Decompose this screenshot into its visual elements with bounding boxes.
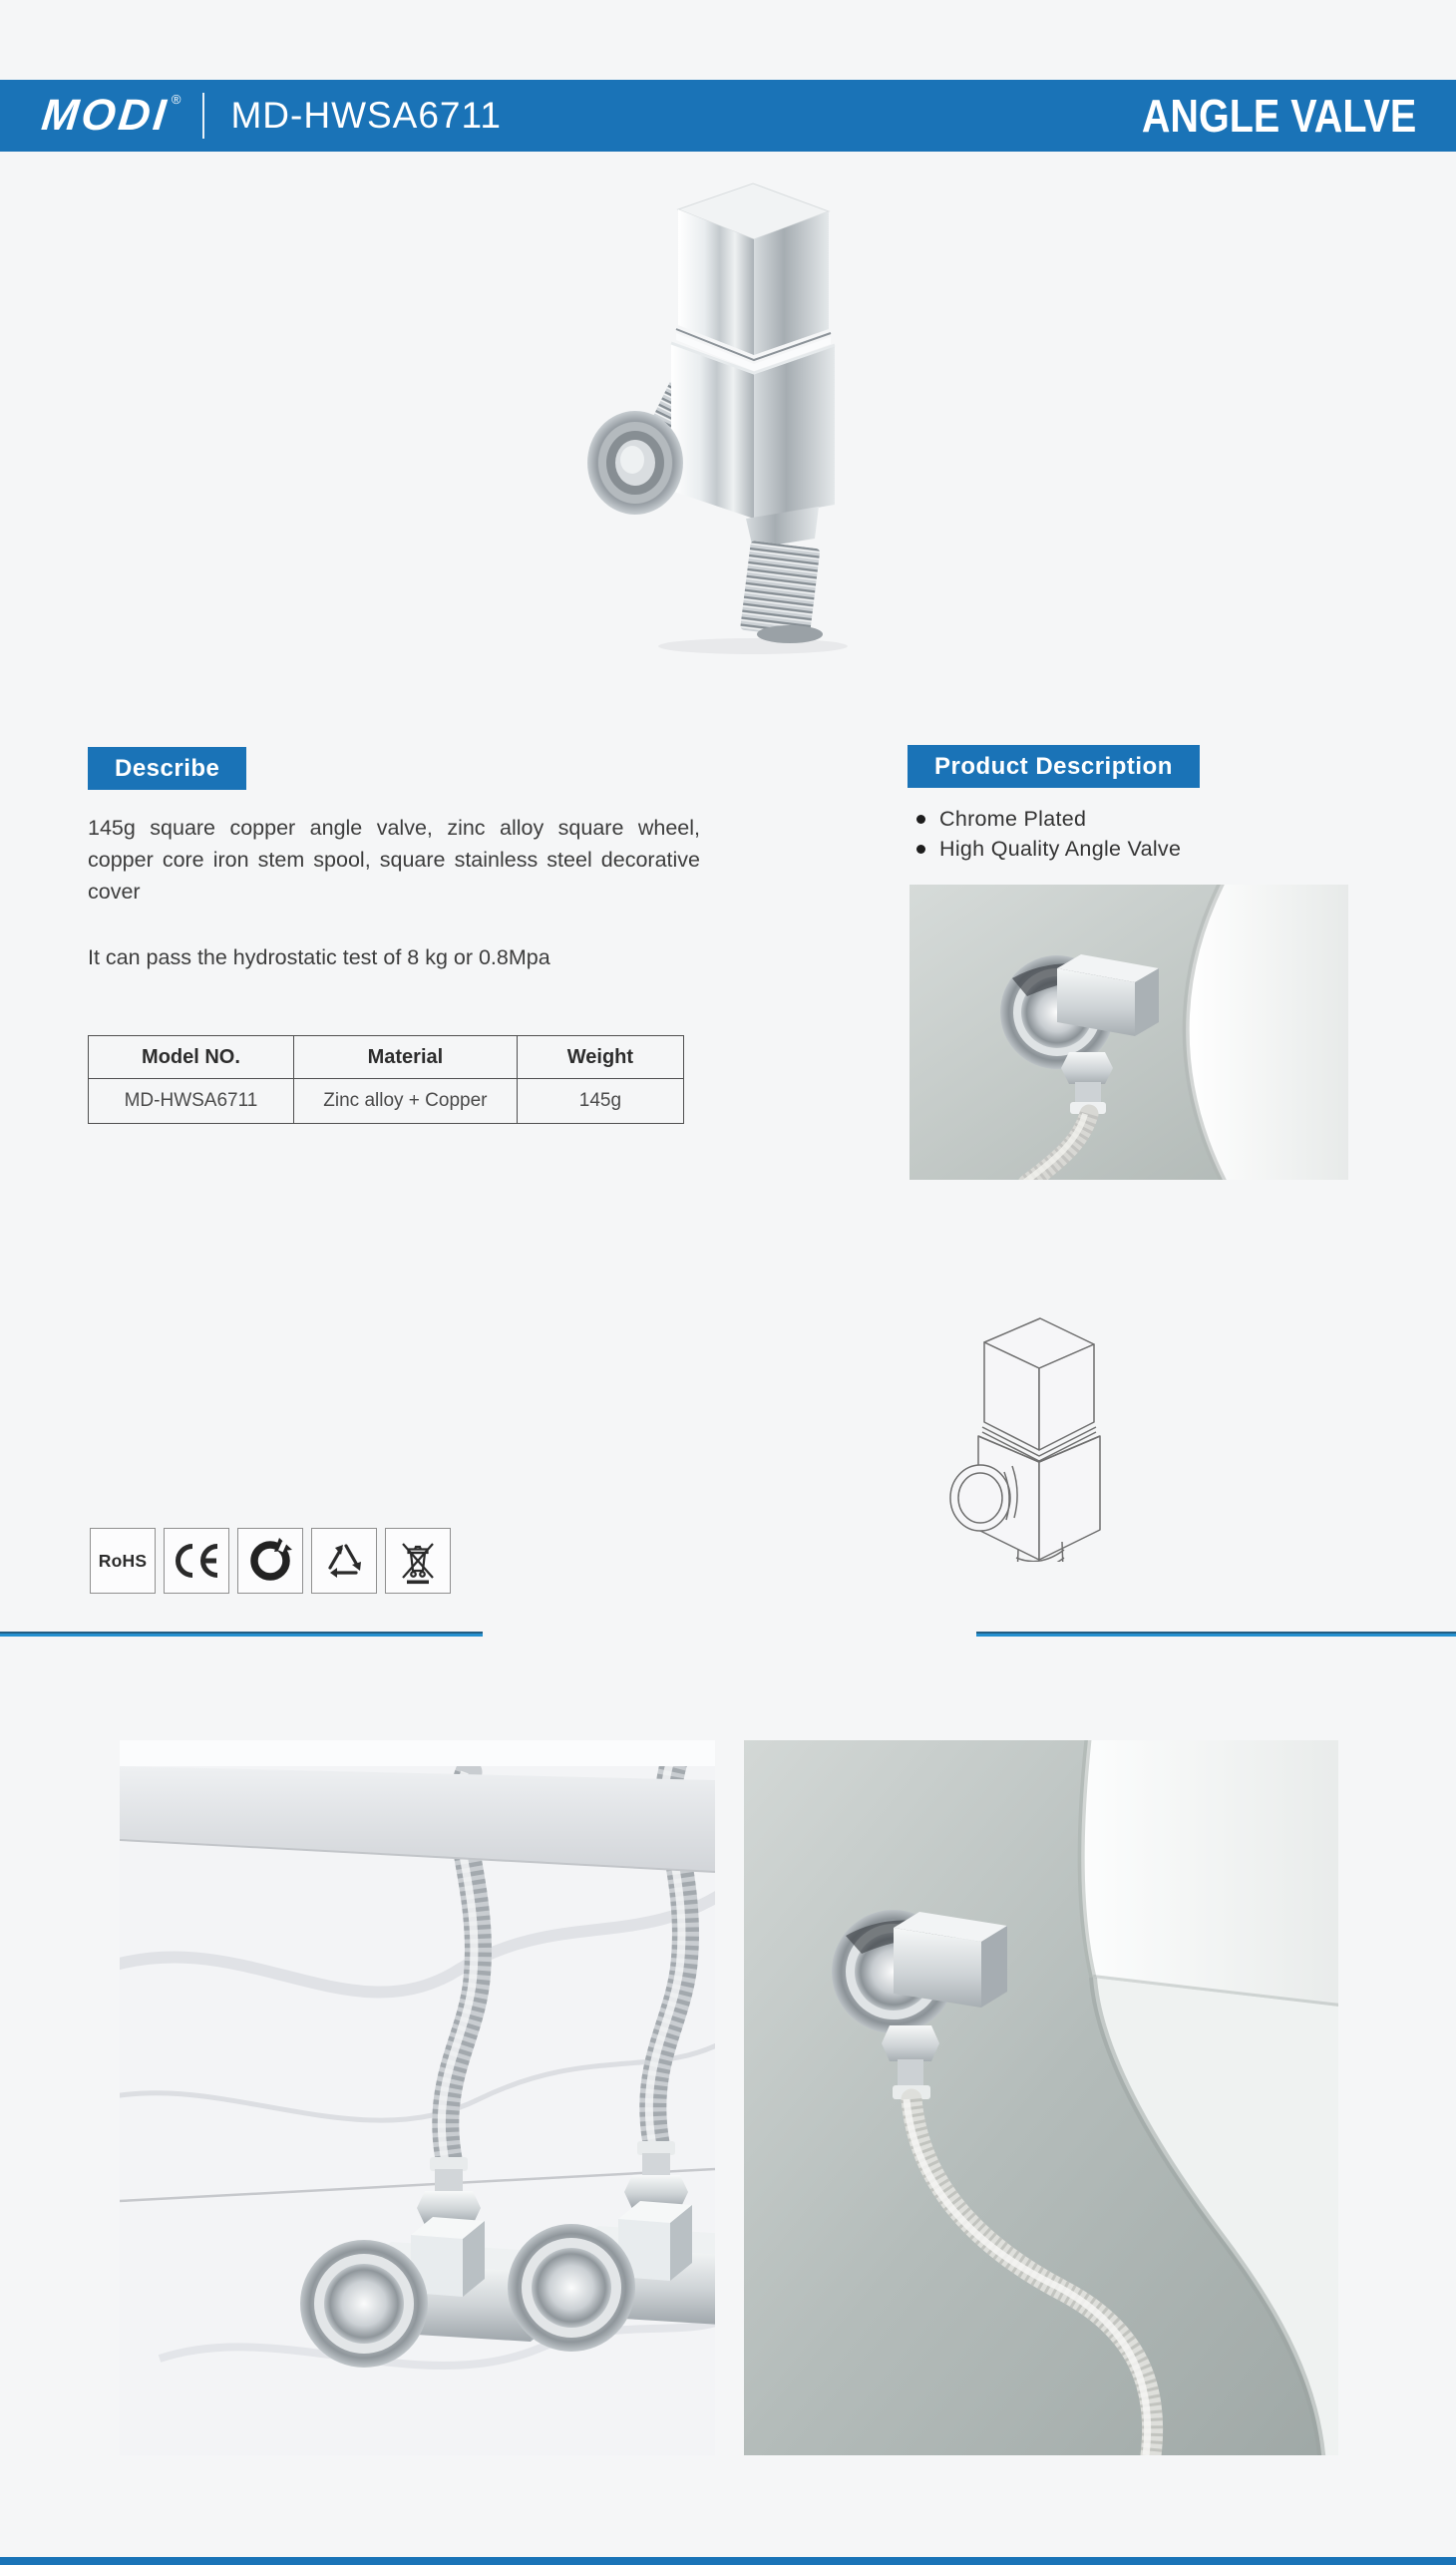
spec-table-header-row	[89, 1036, 684, 1079]
page-title: ANGLE VALVE	[1141, 90, 1416, 142]
green-dot-icon	[237, 1528, 303, 1594]
recycling-icon	[311, 1528, 377, 1594]
header-bar	[0, 80, 1456, 152]
rohs-badge	[90, 1528, 156, 1594]
header-divider	[202, 93, 204, 139]
product-photo-main	[583, 168, 903, 656]
divider-line-left	[0, 1632, 483, 1637]
spec-cell-model: MD-HWSA6711	[89, 1079, 294, 1124]
footer-bar	[0, 2557, 1456, 2565]
spec-cell-material: Zinc alloy + Copper	[293, 1079, 517, 1124]
registered-mark: ®	[171, 92, 182, 107]
spec-header-model: Model NO.	[89, 1036, 294, 1079]
brand-logo	[39, 91, 182, 140]
spec-table	[88, 1035, 684, 1124]
spec-header-weight: Weight	[517, 1036, 683, 1079]
model-number: MD-HWSA6711	[230, 95, 502, 136]
describe-text	[88, 812, 700, 1007]
certification-row	[90, 1528, 451, 1594]
list-item: Chrome Plated	[913, 804, 1181, 834]
describe-badge	[88, 747, 246, 790]
spec-header-material: Material	[293, 1036, 517, 1079]
product-description-badge	[908, 745, 1200, 788]
photo-valve-toilet	[744, 1740, 1338, 2455]
photo-dual-valves	[120, 1740, 715, 2455]
weee-bin-icon	[385, 1528, 451, 1594]
table-row	[89, 1079, 684, 1124]
product-photo-installed	[910, 885, 1348, 1180]
product-line-drawing	[940, 1300, 1130, 1562]
describe-paragraph-2: It can pass the hydrostatic test of 8 kg or 0.8Mpa	[88, 945, 550, 969]
list-item: High Quality Angle Valve	[913, 834, 1181, 864]
brand-logo-text: MODI	[39, 91, 172, 140]
divider-line-right	[976, 1632, 1456, 1637]
product-description-label: Product Description	[934, 752, 1173, 780]
product-description-bullets	[913, 804, 1181, 864]
spec-cell-weight: 145g	[517, 1079, 683, 1124]
describe-label: Describe	[115, 754, 220, 782]
ce-mark-icon	[164, 1528, 229, 1594]
rohs-label: RoHS	[98, 1550, 148, 1571]
describe-paragraph-1: 145g square copper angle valve, zinc alloy square wheel, copper core iron stem spool, square stainless steel decorative cover	[88, 816, 700, 904]
